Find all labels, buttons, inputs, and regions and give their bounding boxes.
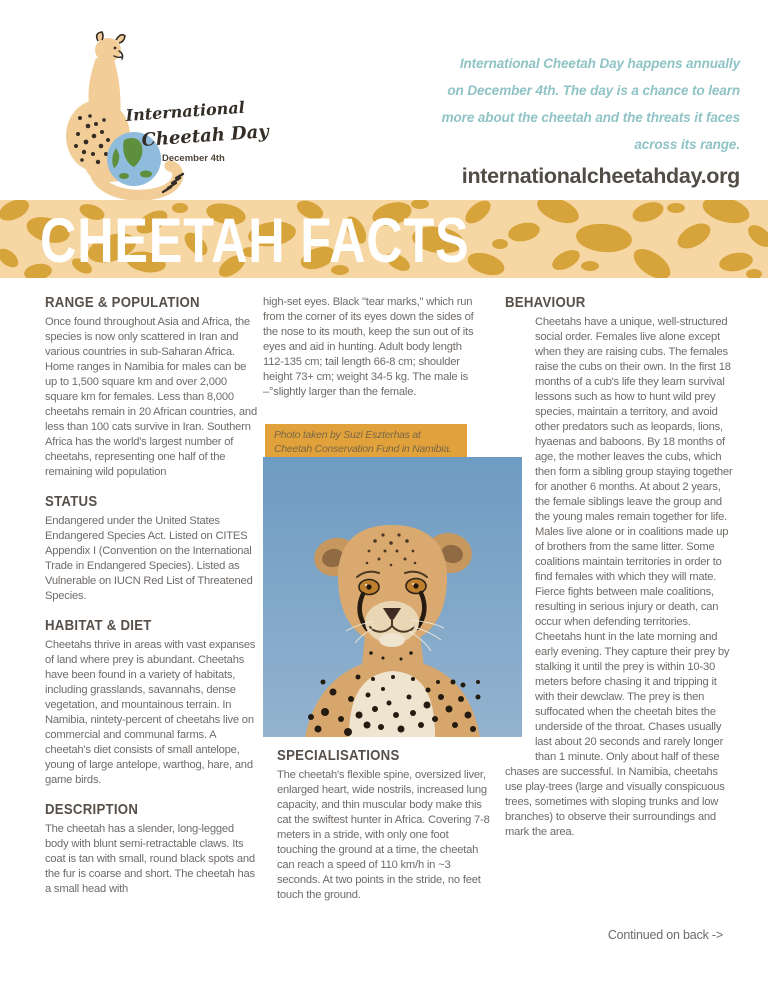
cheetah-logo-graphic	[58, 28, 286, 200]
section-body: Once found throughout Asia and Africa, the species is now only scattered in Iran and various countries in sub-Saharan Africa. Home ranges in Namibia for males can be up to 1,500 square km and over 2,000 square km for females. Less than 8,000 cheetahs remain in 20 African countries, and less than 100 cats survive in Iran. Southern Africa has the world's largest number of cheetahs, representing one half of the remaining wild population	[45, 316, 257, 478]
international-cheetah-day-logo	[58, 28, 286, 200]
section-range-population	[45, 295, 259, 480]
section-habitat-diet	[45, 618, 259, 788]
section-heading: RANGE & POPULATION	[45, 294, 200, 311]
section-body: Endangered under the United States Endangered Species Act. Listed on CITES Appendix I (Convention on the International Trade in Endangered Species). Listed as Vulnerable on IUCN Red List of Threatened Species.	[45, 515, 253, 602]
event-tagline: International Cheetah Day happens annually on December 4th. The day is a chance to learn more about the cheetah and the threats it faces across its range.	[441, 56, 740, 152]
logo-title-line1: International	[124, 97, 246, 125]
behaviour-text: Cheetahs have a unique, well-structured social order. Females live alone except when they are raising cubs. The females raise the cubs on their own. In the first 18 months of a cub's life they learn survival lessons such as how to hunt wild prey species, maintain a territory, and avoid other predators such as leopards, lions, hyaenas and baboons. By 18 months of age, the mother leaves the cubs, which then form a sibling group staying together for another 6 months. At about 2 years, the female siblings leave the group and the young males remain together for life. Males live alone or in coalitions made up of brothers from the same litter. Some coalitions maintain territories in order to find females with which they will mate. Fierce fights between male coalitions, resulting in serious injury or death, can occur when defending territories. Cheetahs hunt in the late morning and early evening. They capture their prey by stalking it until the prey is within 10-30 meters before chasing it and tripping it with their dewclaw. The prey is then suffocated when the cheetah bites the underside of the throat. Chases usually last about 20 seconds and rarely longer than 1 minute. Only about half of these chases are successful. In Namibia, cheetahs use play-trees (large and visually conspicuous trees, sometimes with sloping trunks and low branches) to observe their surroundings and mark the area.	[505, 316, 733, 838]
section-heading: BEHAVIOUR	[505, 294, 586, 311]
section-heading: STATUS	[45, 493, 98, 510]
section-status	[45, 494, 259, 604]
section-body	[505, 315, 737, 840]
cheetah-photo	[263, 457, 522, 737]
photo-caption	[265, 424, 467, 461]
page-title: CHEETAH FACTS	[40, 206, 470, 276]
photo-caption-text: Photo taken by Suzi Eszterhas at Cheetah Conservation Fund in Namibia.	[274, 429, 452, 455]
right-column	[505, 295, 737, 854]
logo-subtitle: December 4th	[162, 153, 225, 164]
header-right	[440, 50, 740, 189]
description-continued: high-set eyes. Black "tear marks," which run from the corner of its eyes down the sides of the nose to its mouth, keep the sun out of its eyes and aid in hunting. Adult body length 112-135 cm; tail length 66-8 cm; shoulder height 73+ cm; weight 34-5 kg. The male is –°slightly larger than the female.	[263, 296, 474, 398]
continued-note: Continued on back ->	[607, 928, 723, 942]
section-body: The cheetah has a slender, long-legged body with blunt semi-retractable claws. Its coat is tan with small, round black spots and the fur is coarse and short. The cheetah has a small head with	[45, 823, 255, 895]
section-body: Cheetahs thrive in areas with vast expanses of land where prey is abundant. Cheetahs have been found in a variety of habitats, including grasslands, savannahs, dense vegetation, and mountainous terrain. In Namibia, nintety-percent of cheetahs live on commercial and communal farms. A cheetah's diet consists of small antelope, young of large antelope, warthog, hare, and game birds.	[45, 639, 256, 786]
section-behaviour	[505, 295, 737, 840]
middle-column	[263, 295, 522, 901]
logo-title-line2: Cheetah Day	[140, 121, 270, 151]
section-heading: DESCRIPTION	[45, 801, 139, 818]
section-heading: SPECIALISATIONS	[277, 747, 400, 764]
section-heading: HABITAT & DIET	[45, 617, 152, 634]
left-column	[45, 295, 259, 911]
photo-wrap-spacer	[505, 456, 535, 756]
cheetah-portrait	[263, 457, 522, 737]
section-body: The cheetah's flexible spine, oversized liver, enlarged heart, wide nostrils, increased lung capacity, and thin muscular body make this cat the swiftest hunter in Africa. Covering 7-8 meters in a stride, with only one foot touching the ground at a time, the cheetah can reach a speed of 110 km/h in ~3 seconds. At two points in the stride, no feet touch the ground.	[277, 769, 490, 901]
section-specialisations	[277, 748, 492, 903]
website-link[interactable]: internationalcheetahday.org	[461, 164, 740, 188]
section-description	[45, 802, 259, 897]
title-banner	[0, 200, 768, 278]
